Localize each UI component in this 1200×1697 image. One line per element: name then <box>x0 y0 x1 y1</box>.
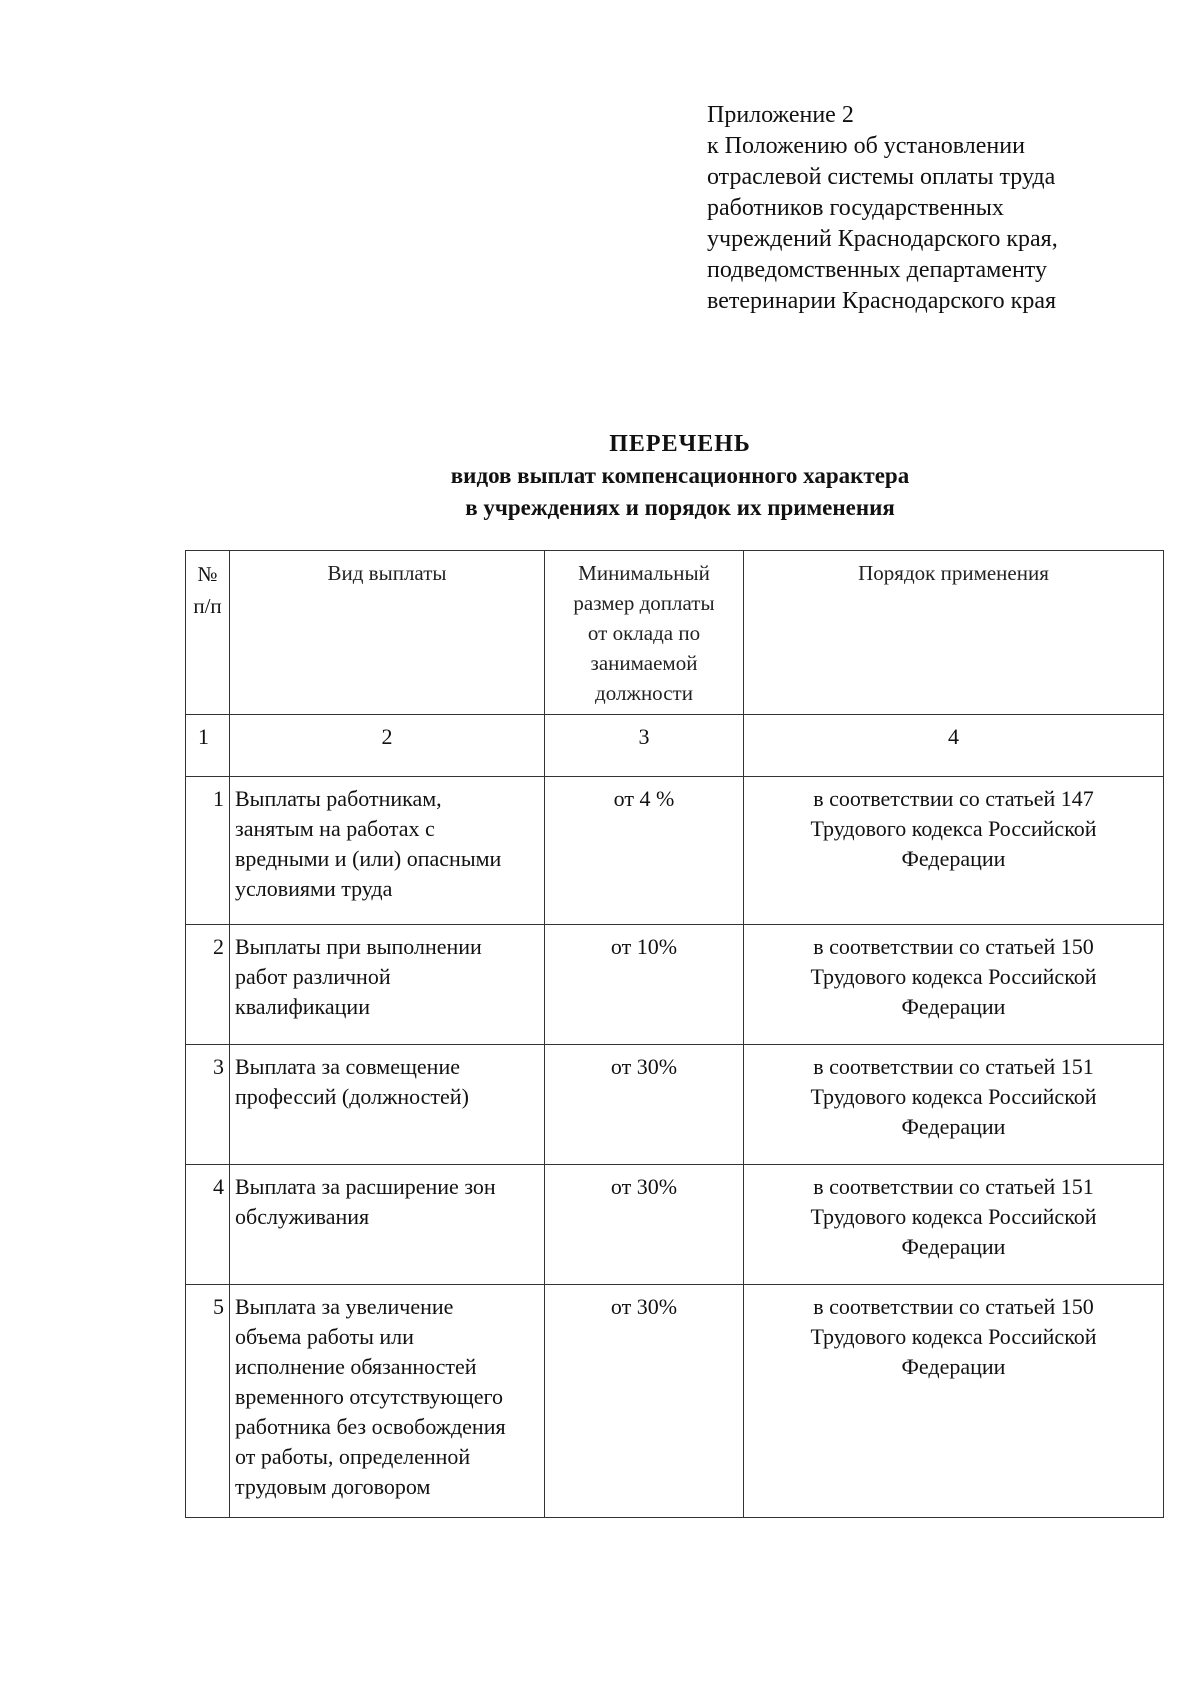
payment-type-cell <box>230 1285 545 1518</box>
row-number: 4 <box>186 1165 230 1285</box>
application-order-cell <box>744 1165 1164 1285</box>
document-title: ПЕРЕЧЕНЬ <box>609 431 751 457</box>
column-index-row <box>186 715 1164 777</box>
payment-type-line: Выплата за совмещение <box>235 1054 460 1079</box>
payment-type-line: работ различной <box>235 964 391 989</box>
payment-type-line: объема работы или <box>235 1324 414 1349</box>
payment-type-line: Выплаты работникам, <box>235 786 442 811</box>
application-order-line: в соответствии со статьей 151 <box>813 1054 1094 1079</box>
application-order-line: Федерации <box>901 1234 1006 1259</box>
appendix-line: подведомственных департаменту <box>707 257 1047 283</box>
payment-type-line: обслуживания <box>235 1204 370 1229</box>
payments-table <box>185 550 1164 1518</box>
appendix-line: учреждений Краснодарского края, <box>707 226 1058 252</box>
header-minimum-line: должности <box>595 681 693 705</box>
header-number-line: п/п <box>193 594 222 618</box>
payment-type-cell <box>230 777 545 925</box>
row-number: 1 <box>186 777 230 925</box>
table-header-row <box>186 551 1164 715</box>
application-order-line: Трудового кодекса Российской <box>810 1324 1097 1349</box>
appendix-line: Приложение 2 <box>707 102 854 128</box>
application-order-line: Трудового кодекса Российской <box>810 816 1097 841</box>
document-heading <box>180 428 1180 524</box>
header-payment-type: Вид выплаты <box>230 551 545 715</box>
table-row <box>186 1045 1164 1165</box>
payment-type-line: Выплата за расширение зон <box>235 1174 496 1199</box>
header-number-line: № <box>197 562 218 586</box>
table-row <box>186 777 1164 925</box>
column-index-cell: 1 <box>186 715 230 777</box>
application-order-line: Федерации <box>901 846 1006 871</box>
application-order-line: в соответствии со статьей 151 <box>813 1174 1094 1199</box>
application-order-cell <box>744 925 1164 1045</box>
payment-type-line: работника без освобождения <box>235 1414 506 1439</box>
column-index-cell: 4 <box>744 715 1164 777</box>
payment-type-line: вредными и (или) опасными <box>235 846 502 871</box>
payment-type-line: Выплата за увеличение <box>235 1294 454 1319</box>
row-number: 5 <box>186 1285 230 1518</box>
payment-type-line: трудовым договором <box>235 1474 431 1499</box>
minimum-size-cell: от 4 % <box>545 777 744 925</box>
payment-type-line: временного отсутствующего <box>235 1384 503 1409</box>
minimum-size-cell: от 30% <box>545 1045 744 1165</box>
application-order-line: Трудового кодекса Российской <box>810 964 1097 989</box>
header-minimum-size <box>545 551 744 715</box>
application-order-line: в соответствии со статьей 147 <box>813 786 1094 811</box>
application-order-cell <box>744 1285 1164 1518</box>
header-minimum-line: размер доплаты <box>573 591 715 615</box>
header-application-order: Порядок применения <box>744 551 1164 715</box>
row-number: 3 <box>186 1045 230 1165</box>
application-order-line: Федерации <box>901 1354 1006 1379</box>
minimum-size-cell: от 30% <box>545 1285 744 1518</box>
application-order-line: Федерации <box>901 1114 1006 1139</box>
application-order-line: в соответствии со статьей 150 <box>813 934 1094 959</box>
table-row <box>186 1165 1164 1285</box>
payment-type-line: от работы, определенной <box>235 1444 471 1469</box>
appendix-note <box>707 100 1147 317</box>
application-order-cell <box>744 777 1164 925</box>
header-minimum-line: занимаемой <box>590 651 698 675</box>
minimum-size-cell: от 30% <box>545 1165 744 1285</box>
column-index-cell: 3 <box>545 715 744 777</box>
table-row <box>186 925 1164 1045</box>
payment-type-cell <box>230 1165 545 1285</box>
document-subtitle-line: видов выплат компенсационного характера <box>450 463 910 488</box>
payment-type-line: исполнение обязанностей <box>235 1354 477 1379</box>
payment-type-cell <box>230 925 545 1045</box>
payment-type-line: Выплаты при выполнении <box>235 934 482 959</box>
application-order-line: Трудового кодекса Российской <box>810 1204 1097 1229</box>
appendix-line: отраслевой системы оплаты труда <box>707 164 1056 190</box>
column-index-cell: 2 <box>230 715 545 777</box>
application-order-line: в соответствии со статьей 150 <box>813 1294 1094 1319</box>
application-order-line: Трудового кодекса Российской <box>810 1084 1097 1109</box>
application-order-line: Федерации <box>901 994 1006 1019</box>
row-number: 2 <box>186 925 230 1045</box>
appendix-line: к Положению об установлении <box>707 133 1025 159</box>
application-order-cell <box>744 1045 1164 1165</box>
header-minimum-line: от оклада по <box>587 621 701 645</box>
payment-type-line: профессий (должностей) <box>235 1084 469 1109</box>
payment-type-line: занятым на работах с <box>235 816 435 841</box>
payment-type-cell <box>230 1045 545 1165</box>
document-subtitle-line: в учреждениях и порядок их применения <box>465 495 895 520</box>
header-number <box>186 551 230 715</box>
appendix-line: ветеринарии Краснодарского края <box>707 288 1057 314</box>
payment-type-line: условиями труда <box>235 876 393 901</box>
minimum-size-cell: от 10% <box>545 925 744 1045</box>
table-row <box>186 1285 1164 1518</box>
header-minimum-line: Минимальный <box>578 561 710 585</box>
appendix-line: работников государственных <box>707 195 1004 221</box>
payment-type-line: квалификации <box>235 994 370 1019</box>
